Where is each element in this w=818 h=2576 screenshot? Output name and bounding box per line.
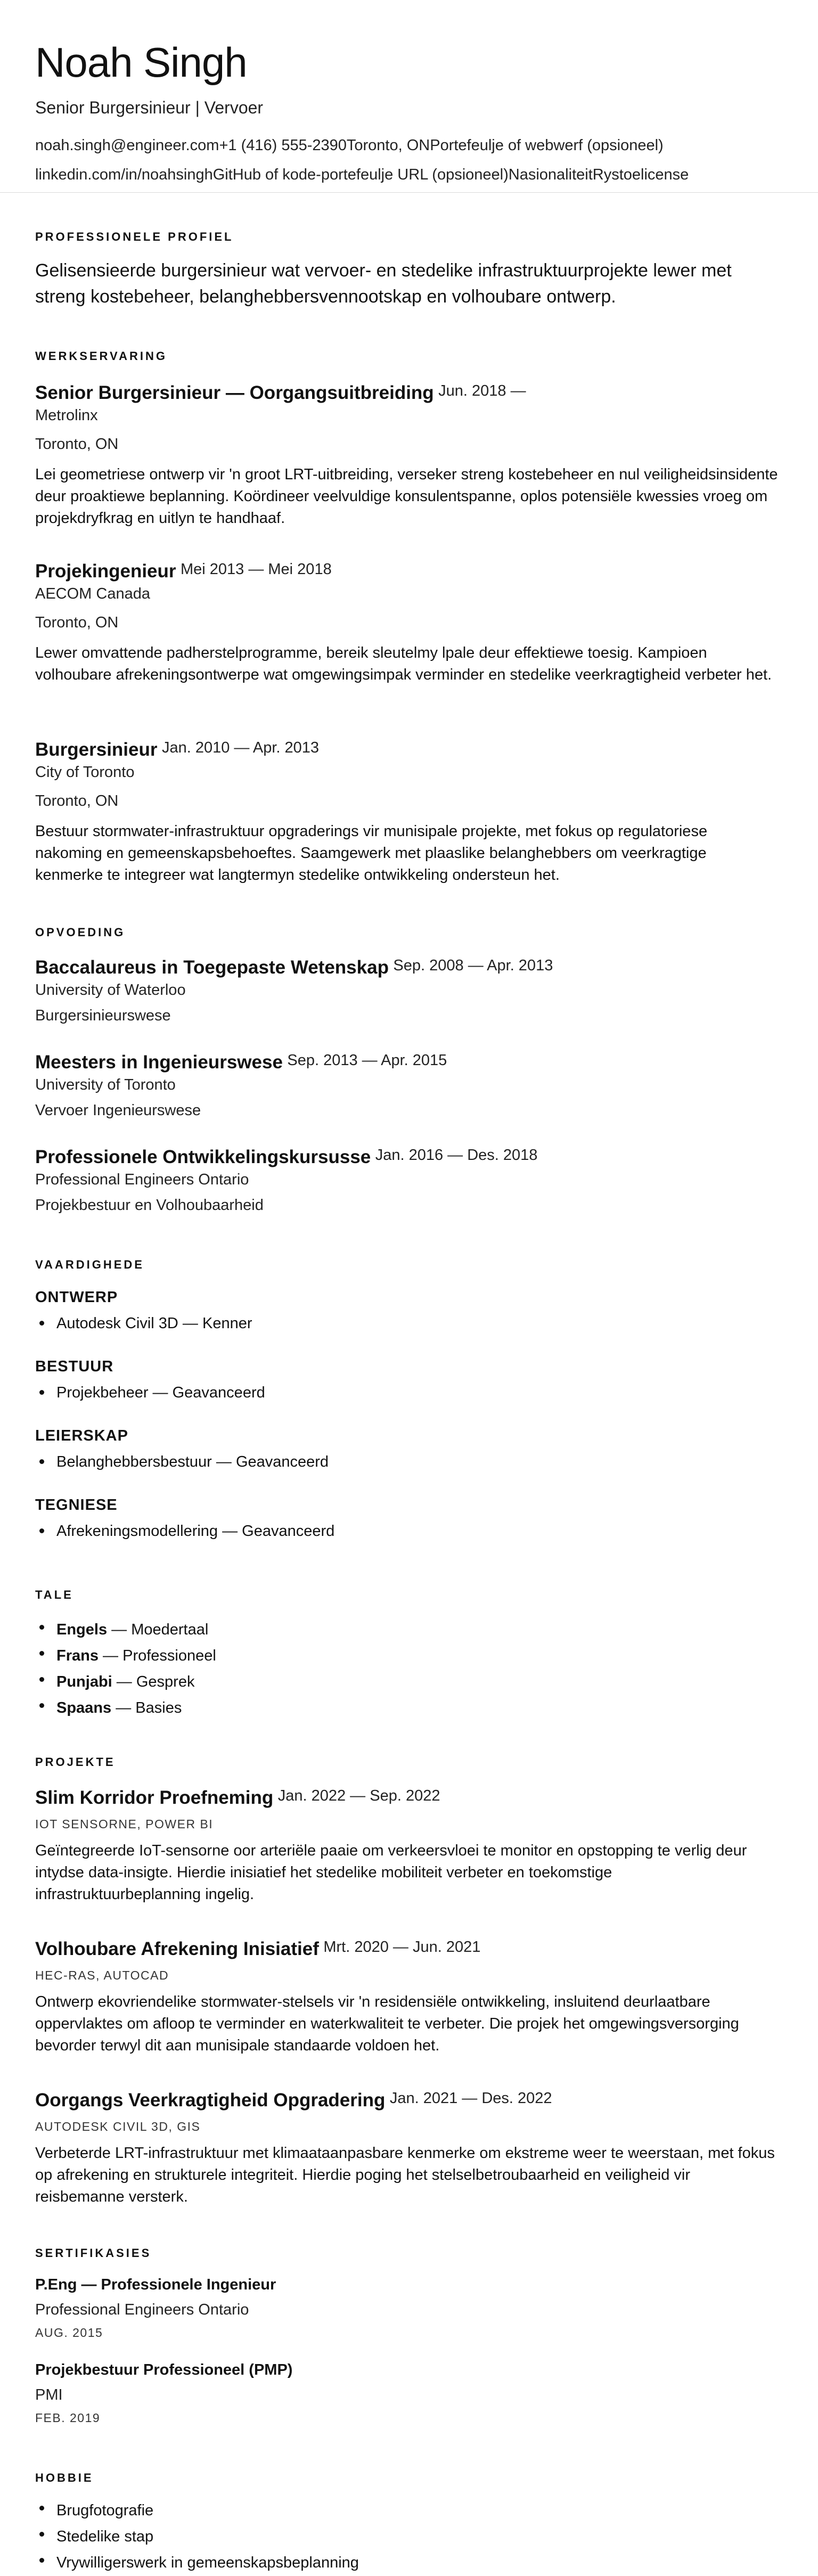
skill-group [35, 1289, 252, 1335]
bullet-icon [39, 1390, 44, 1395]
certification-item [35, 2361, 292, 2425]
project-dates: Jan. 2022 — Sep. 2022 [277, 1787, 440, 1804]
contact-linkedin[interactable]: linkedin.com/in/noahsingh [35, 166, 213, 183]
certification-issuer: Professional Engineers Ontario [35, 2301, 249, 2318]
experience-item [35, 382, 778, 529]
experience-item [35, 561, 778, 686]
job-location: Toronto, ON [35, 436, 119, 453]
skill-category: ONTWERP [35, 1289, 118, 1306]
project-title: Oorgangs Veerkragtigheid Opgradering [35, 2090, 386, 2111]
experience-item [35, 739, 778, 886]
project-item [35, 2090, 778, 2209]
contact-phone[interactable]: +1 (416) 555-2390 [219, 137, 347, 154]
project-tech: HEC-RAS, AUTOCAD [35, 1968, 169, 1982]
job-title: Senior Burgersinieur — Oorgangsuitbreiding [35, 382, 434, 403]
bullet-icon [39, 1459, 44, 1464]
education-header [35, 1147, 537, 1168]
hobby-list [35, 2498, 359, 2576]
school-name: University of Waterloo [35, 982, 186, 999]
project-item [35, 1787, 778, 1906]
skill-group [35, 1496, 334, 1542]
language-item: Spaans — Basies [35, 1695, 216, 1721]
project-item [35, 1939, 778, 2057]
skill-list [35, 1313, 252, 1335]
language-item: Punjabi — Gesprek [35, 1669, 216, 1695]
contact-email[interactable]: noah.singh@engineer.com [35, 137, 219, 154]
degree-dates: Sep. 2013 — Apr. 2015 [287, 1052, 447, 1069]
hobby-item: Brugfotografie [35, 2498, 359, 2524]
contact-portfolio[interactable]: Portefeulje of webwerf (opsioneel) [430, 137, 664, 154]
hobby-item: Stedelike stap [35, 2524, 359, 2550]
experience-header [35, 739, 778, 760]
job-title: Projekingenieur [35, 561, 176, 582]
contact-location: Toronto, ON [346, 137, 430, 154]
education-heading: OPVOEDING [35, 926, 126, 939]
language-item: Engels — Moedertaal [35, 1617, 216, 1643]
project-description: Verbeterde LRT-infrastruktuur met klimaataanpasbare kenmerke om ekstreme weer te weerstaan, met fokus op afrekening en strukturele integriteit. Hierdie poging het stelselbetroubaarheid en veiligheid vir reisbemanne versterk. [35, 2145, 775, 2206]
certification-date: FEB. 2019 [35, 2411, 101, 2425]
job-dates: Jan. 2010 — Apr. 2013 [161, 739, 320, 756]
experience-header [35, 561, 778, 582]
project-description: Geïntegreerde IoT-sensorne oor arteriële paaie om verkeersvloei te monitor en opstopping te verlig deur intydse data-insigte. Hierdie inisiatief het stedelike mobiliteit verbeter en toekomstige infrastruktuurbeplanning ingelig. [35, 1842, 747, 1903]
project-header [35, 1939, 778, 1960]
contact-license: Rystoelicense [592, 166, 689, 183]
bullet-icon [39, 1651, 44, 1656]
project-tech: IOT SENSORNE, POWER BI [35, 1817, 214, 1831]
skill-group [35, 1358, 265, 1404]
profile-summary: Gelisensieerde burgersinieur wat vervoer- en stedelike infrastruktuurprojekte lewer met streng kostebeheer, belanghebbersvennootskap en volhoubare ontwerp. [35, 260, 732, 307]
education-item [35, 1052, 447, 1121]
profile-section [35, 230, 775, 310]
language-item: Frans — Professioneel [35, 1643, 216, 1669]
bullet-icon [39, 1625, 44, 1630]
education-item [35, 957, 553, 1026]
skill-item: Projekbeheer — Geavanceerd [35, 1382, 265, 1404]
job-description: Lewer omvattende padherstelprogramme, bereik sleutelmy lpale deur effektiewe toesig. Kampioen volhoubare afrekeningsontwerpe wat omgewingsimpak verminder en stedelike veerkragtigheid verbeter het. [35, 644, 772, 683]
job-location: Toronto, ON [35, 614, 119, 632]
project-dates: Jan. 2021 — Des. 2022 [389, 2090, 552, 2107]
experience-header [35, 382, 778, 404]
candidate-headline: Senior Burgersinieur | Vervoer [35, 98, 264, 117]
certifications-heading: SERTIFIKASIES [35, 2246, 152, 2260]
field-of-study: Vervoer Ingenieurswese [35, 1102, 201, 1119]
school-name: University of Toronto [35, 1076, 176, 1093]
skill-item: Belanghebbersbestuur — Geavanceerd [35, 1451, 329, 1473]
bullet-icon [39, 1528, 44, 1533]
experience-heading: WERKSERVARING [35, 349, 167, 363]
project-tech: AUTODESK CIVIL 3D, GIS [35, 2120, 201, 2133]
degree-title: Baccalaureus in Toegepaste Wetenskap [35, 957, 389, 978]
bullet-icon [39, 1321, 44, 1326]
certification-date: AUG. 2015 [35, 2326, 103, 2340]
project-dates: Mrt. 2020 — Jun. 2021 [323, 1939, 481, 1956]
hobby-item: Vrywilligerswerk in gemeenskapsbeplanning [35, 2550, 359, 2576]
skill-list [35, 1520, 334, 1542]
job-description: Lei geometriese ontwerp vir 'n groot LRT-uitbreiding, verseker streng kostebeheer en nul veiligheidsinsidente deur proaktiewe beplanning. Koördineer veelvuldige konsulentspanne, oplos potensiële kwessies vroeg om projekdryfkrag en uitlyn te handhaaf. [35, 465, 778, 527]
job-description: Bestuur stormwater-infrastruktuur opgraderings vir munisipale projekte, met fokus op regulatoriese nakoming en gemeenskapsbehoeftes. Saamgewerk met plaaslike belanghebbers om veerkragtige kenmerke te integreer wat langtermyn stedelike ontwikkeling ondersteun het. [35, 822, 708, 884]
project-title: Volhoubare Afrekening Inisiatief [35, 1939, 319, 1959]
project-title: Slim Korridor Proefneming [35, 1787, 274, 1808]
certification-name: P.Eng — Professionele Ingenieur [35, 2276, 276, 2293]
job-dates: Jun. 2018 — [438, 382, 526, 399]
project-description: Ontwerp ekovriendelike stormwater-stelsels vir 'n residensiële ontwikkeling, insluitend deurlaatbare oppervlaktes om afloop te verminder en waterkwaliteit te verbeter. Die projek het omgewingsversorging bevorder terwyl dit aan munisipale standaarde voldoen het. [35, 1993, 739, 2055]
contact-line-2 [35, 166, 783, 184]
skill-category: TEGNIESE [35, 1496, 118, 1514]
skill-item: Afrekeningsmodellering — Geavanceerd [35, 1520, 334, 1542]
education-item [35, 1147, 537, 1215]
job-dates: Mei 2013 — Mei 2018 [180, 561, 332, 578]
school-name: Professional Engineers Ontario [35, 1171, 249, 1188]
bullet-icon [39, 1677, 44, 1682]
certification-item [35, 2276, 276, 2340]
job-company: Metrolinx [35, 407, 98, 424]
candidate-name: Noah Singh [35, 39, 247, 86]
field-of-study: Projekbestuur en Volhoubaarheid [35, 1197, 264, 1214]
project-header [35, 1787, 778, 1809]
skill-category: BESTUUR [35, 1358, 114, 1375]
bullet-icon [39, 2558, 44, 2563]
language-list [35, 1617, 216, 1721]
skill-item: Autodesk Civil 3D — Kenner [35, 1313, 252, 1335]
job-location: Toronto, ON [35, 792, 119, 810]
hobbies-heading: HOBBIE [35, 2471, 94, 2484]
job-company: AECOM Canada [35, 585, 150, 602]
degree-title: Meesters in Ingenieurswese [35, 1052, 283, 1073]
header-divider [0, 192, 818, 193]
bullet-icon [39, 2506, 44, 2510]
projects-heading: PROJEKTE [35, 1755, 116, 1769]
contact-github[interactable]: GitHub of kode-portefeulje URL (opsioneel) [212, 166, 509, 183]
bullet-icon [39, 2532, 44, 2537]
certification-name: Projekbestuur Professioneel (PMP) [35, 2361, 293, 2378]
degree-dates: Jan. 2016 — Des. 2018 [375, 1147, 538, 1164]
skills-heading: VAARDIGHEDE [35, 1258, 144, 1271]
field-of-study: Burgersinieurswese [35, 1007, 171, 1025]
skill-group [35, 1427, 329, 1473]
education-header [35, 957, 553, 978]
certification-issuer: PMI [35, 2386, 63, 2403]
contact-nationality: Nasionaliteit [508, 166, 593, 183]
job-title: Burgersinieur [35, 739, 158, 760]
education-header [35, 1052, 447, 1073]
skill-list [35, 1382, 265, 1404]
project-header [35, 2090, 778, 2111]
languages-heading: TALE [35, 1588, 73, 1601]
degree-title: Professionele Ontwikkelingskursusse [35, 1147, 371, 1167]
job-company: City of Toronto [35, 764, 135, 781]
degree-dates: Sep. 2008 — Apr. 2013 [393, 957, 553, 974]
bullet-icon [39, 1703, 44, 1708]
profile-heading: PROFESSIONELE PROFIEL [35, 230, 234, 243]
contact-line-1 [35, 137, 783, 154]
skill-category: LEIERSKAP [35, 1427, 128, 1444]
skill-list [35, 1451, 329, 1473]
